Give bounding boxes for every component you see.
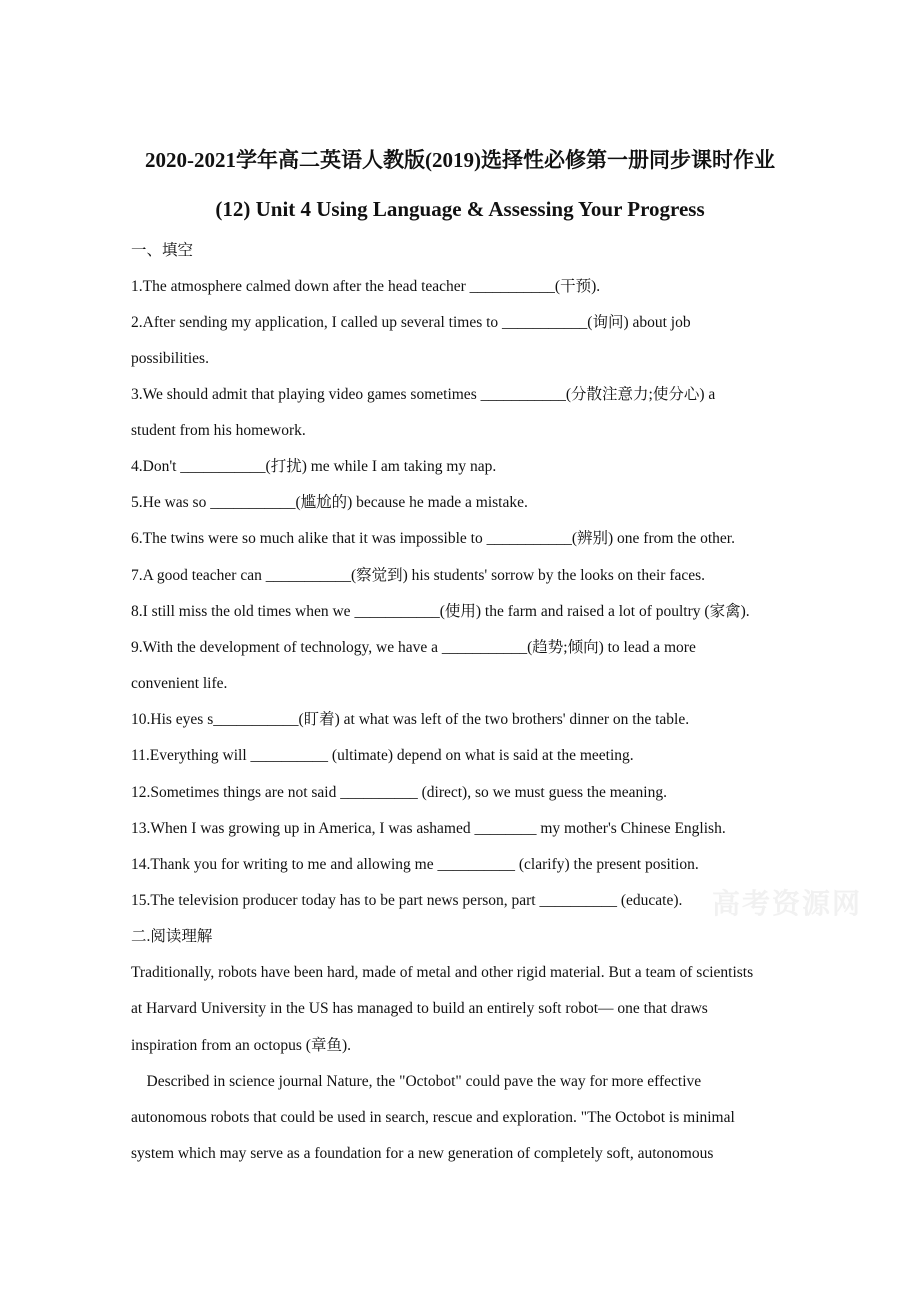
question-line: student from his homework. bbox=[131, 422, 306, 439]
question-line: 7.A good teacher can ___________(察觉到) his students' sorrow by the looks on their faces. bbox=[131, 567, 706, 584]
question-line: 13.When I was growing up in America, I was ashamed ________ my mother's Chinese English. bbox=[131, 820, 726, 837]
passage-line: autonomous robots that could be used in search, rescue and exploration. "The Octobot is minimal bbox=[131, 1109, 735, 1126]
question-line: 3.We should admit that playing video games sometimes ___________(分散注意力;使分心) a bbox=[131, 386, 716, 403]
question-line: 4.Don't ___________(打扰) me while I am taking my nap. bbox=[131, 458, 497, 475]
question-line: convenient life. bbox=[131, 675, 228, 692]
question-line: 12.Sometimes things are not said __________ (direct), so we must guess the meaning. bbox=[131, 784, 667, 801]
question-line: 8.I still miss the old times when we ___________(使用) the farm and raised a lot of poultry (家禽). bbox=[131, 603, 750, 620]
document-subtitle: (12) Unit 4 Using Language & Assessing Your Progress bbox=[215, 197, 705, 221]
question-line: 6.The twins were so much alike that it was impossible to ___________(辨别) one from the other. bbox=[131, 530, 735, 547]
passage-line: Traditionally, robots have been hard, made of metal and other rigid material. But a team of scientists bbox=[131, 964, 754, 981]
question-line: 11.Everything will __________ (ultimate) depend on what is said at the meeting. bbox=[131, 747, 634, 764]
question-line: 14.Thank you for writing to me and allowing me __________ (clarify) the present position. bbox=[131, 856, 699, 873]
question-line: 15.The television producer today has to be part news person, part __________ (educate). bbox=[131, 892, 683, 909]
section-heading-fill-in: 一、填空 bbox=[131, 242, 194, 259]
passage-line: system which may serve as a foundation for a new generation of completely soft, autonomous bbox=[131, 1145, 714, 1162]
question-line: possibilities. bbox=[131, 350, 209, 367]
section-heading-reading: 二.阅读理解 bbox=[131, 928, 213, 945]
passage-line: Described in science journal Nature, the "Octobot" could pave the way for more effective bbox=[131, 1073, 702, 1090]
passage-line: at Harvard University in the US has managed to build an entirely soft robot— one that draws bbox=[131, 1000, 708, 1017]
passage-line: inspiration from an octopus (章鱼). bbox=[131, 1037, 351, 1054]
question-line: 1.The atmosphere calmed down after the head teacher ___________(干预). bbox=[131, 278, 601, 295]
document-title: 2020-2021学年高二英语人教版(2019)选择性必修第一册同步课时作业 bbox=[145, 148, 775, 172]
question-line: 9.With the development of technology, we have a ___________(趋势;倾向) to lead a more bbox=[131, 639, 696, 656]
question-line: 10.His eyes s___________(盯着) at what was left of the two brothers' dinner on the table. bbox=[131, 711, 690, 728]
watermark: 高考资源网 bbox=[712, 889, 863, 920]
question-line: 5.He was so ___________(尴尬的) because he made a mistake. bbox=[131, 494, 528, 511]
question-line: 2.After sending my application, I called up several times to ___________(询问) about job bbox=[131, 314, 691, 331]
